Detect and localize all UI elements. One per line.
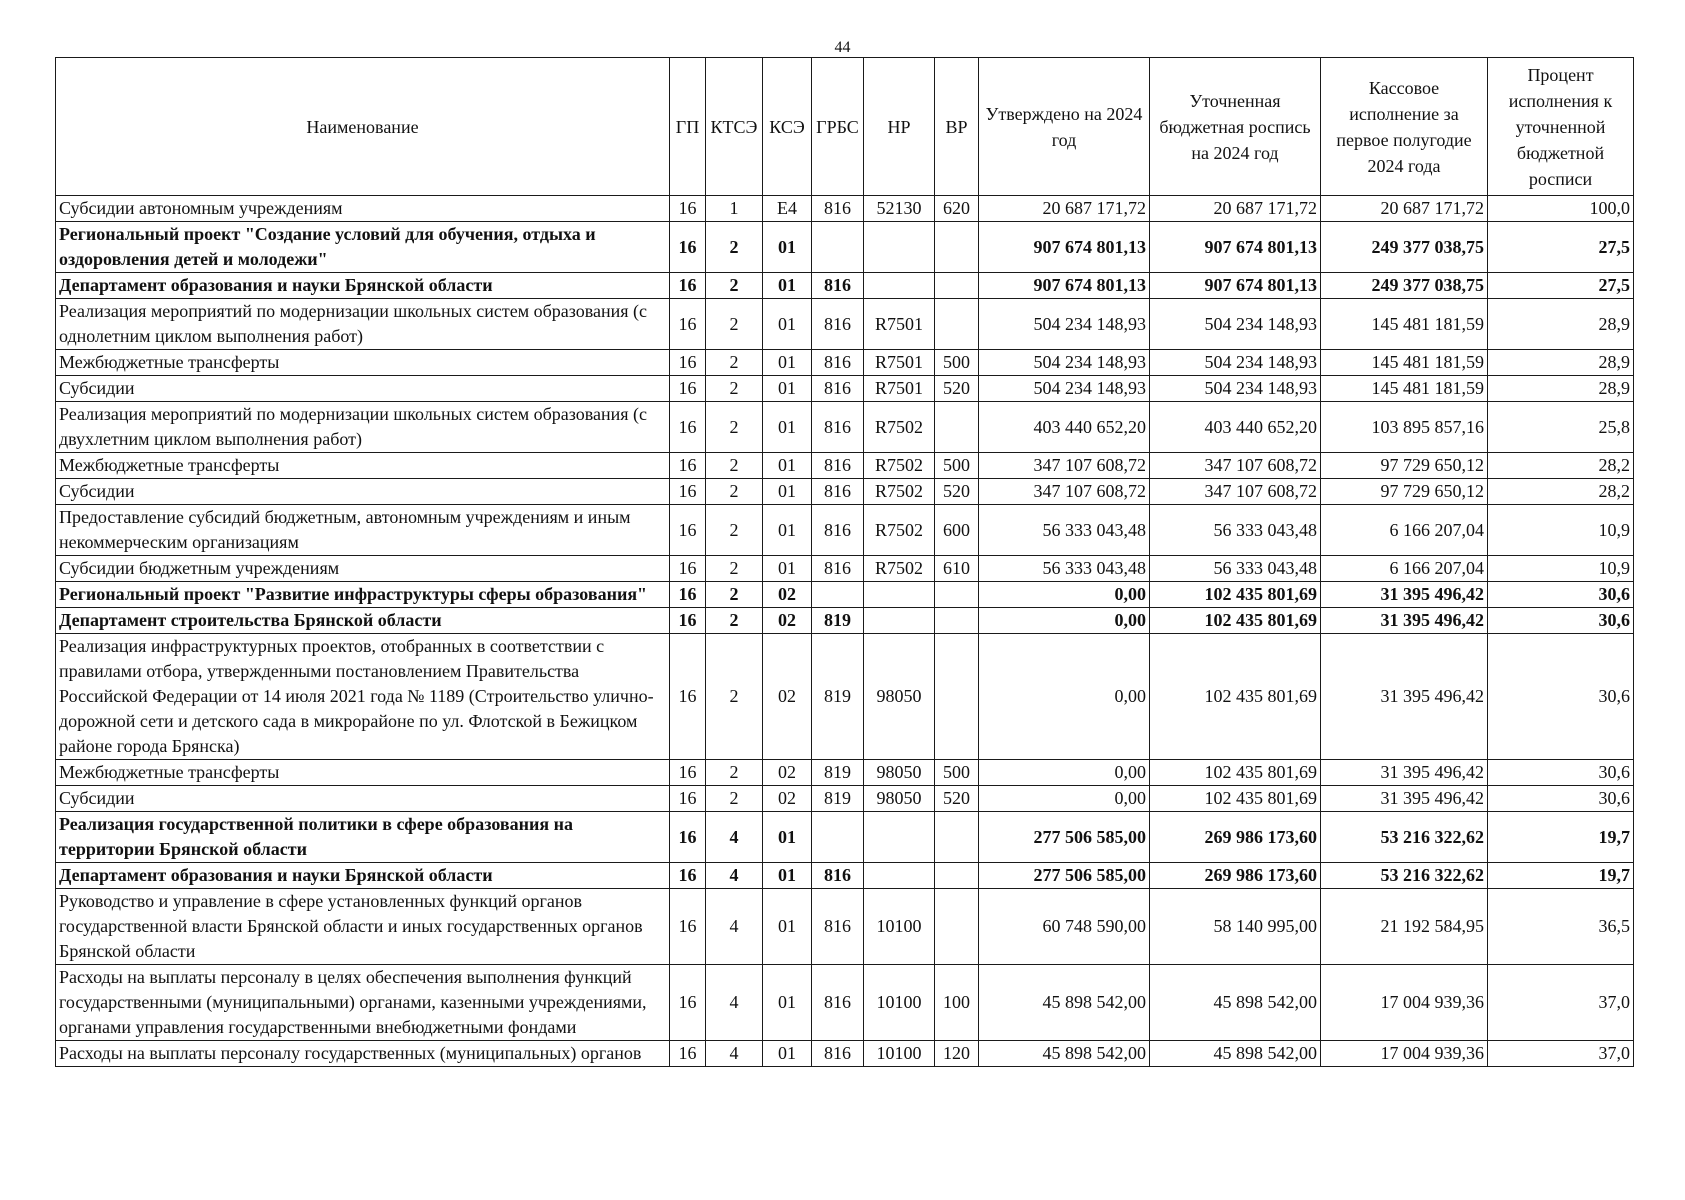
- cell-vr: 520: [935, 786, 979, 812]
- cell-np: [864, 608, 935, 634]
- header-ktse: КТСЭ: [706, 58, 763, 196]
- cell-refined: 58 140 995,00: [1150, 889, 1321, 965]
- cell-np: 98050: [864, 786, 935, 812]
- cell-kse: 01: [763, 965, 812, 1041]
- cell-percent: 30,6: [1488, 760, 1634, 786]
- cell-approved: 45 898 542,00: [979, 965, 1150, 1041]
- header-gp: ГП: [670, 58, 706, 196]
- cell-gp: 16: [670, 505, 706, 556]
- cell-name: Реализация государственной политики в сфере образования на территории Брянской области: [56, 812, 670, 863]
- cell-vr: 500: [935, 350, 979, 376]
- header-percent: Процент исполнения к уточненной бюджетной росписи: [1488, 58, 1634, 196]
- cell-refined: 45 898 542,00: [1150, 1041, 1321, 1067]
- cell-vr: [935, 222, 979, 273]
- cell-np: 98050: [864, 760, 935, 786]
- header-name: Наименование: [56, 58, 670, 196]
- cell-name: Региональный проект "Создание условий для обучения, отдыха и оздоровления детей и молодежи": [56, 222, 670, 273]
- cell-np: 10100: [864, 889, 935, 965]
- cell-cash: 53 216 322,62: [1321, 812, 1488, 863]
- table-row: [56, 634, 1634, 760]
- cell-ktse: 1: [706, 196, 763, 222]
- cell-gp: 16: [670, 1041, 706, 1067]
- cell-percent: 28,9: [1488, 376, 1634, 402]
- cell-gp: 16: [670, 863, 706, 889]
- cell-name: Межбюджетные трансферты: [56, 760, 670, 786]
- cell-vr: 610: [935, 556, 979, 582]
- cell-kse: 01: [763, 479, 812, 505]
- cell-cash: 31 395 496,42: [1321, 582, 1488, 608]
- cell-approved: 347 107 608,72: [979, 453, 1150, 479]
- cell-np: R7501: [864, 376, 935, 402]
- cell-kse: Е4: [763, 196, 812, 222]
- cell-percent: 19,7: [1488, 863, 1634, 889]
- cell-name: Реализация мероприятий по модернизации школьных систем образования (с однолетним циклом выполнения работ): [56, 299, 670, 350]
- cell-grbs: 816: [812, 505, 864, 556]
- cell-gp: 16: [670, 453, 706, 479]
- cell-refined: 56 333 043,48: [1150, 505, 1321, 556]
- cell-vr: [935, 273, 979, 299]
- cell-vr: [935, 889, 979, 965]
- cell-grbs: 819: [812, 634, 864, 760]
- header-np: НР: [864, 58, 935, 196]
- cell-vr: [935, 812, 979, 863]
- cell-percent: 25,8: [1488, 402, 1634, 453]
- cell-grbs: [812, 582, 864, 608]
- table-row: [56, 299, 1634, 350]
- cell-refined: 269 986 173,60: [1150, 812, 1321, 863]
- cell-gp: 16: [670, 196, 706, 222]
- cell-grbs: 816: [812, 350, 864, 376]
- cell-approved: 504 234 148,93: [979, 376, 1150, 402]
- cell-approved: 504 234 148,93: [979, 350, 1150, 376]
- cell-approved: 277 506 585,00: [979, 863, 1150, 889]
- cell-kse: 01: [763, 402, 812, 453]
- cell-percent: 28,2: [1488, 453, 1634, 479]
- cell-approved: 45 898 542,00: [979, 1041, 1150, 1067]
- cell-gp: 16: [670, 965, 706, 1041]
- cell-refined: 56 333 043,48: [1150, 556, 1321, 582]
- cell-np: R7502: [864, 479, 935, 505]
- cell-np: [864, 273, 935, 299]
- cell-percent: 10,9: [1488, 556, 1634, 582]
- cell-gp: 16: [670, 608, 706, 634]
- cell-ktse: 2: [706, 634, 763, 760]
- cell-ktse: 2: [706, 760, 763, 786]
- cell-refined: 347 107 608,72: [1150, 453, 1321, 479]
- table-row: [56, 505, 1634, 556]
- cell-cash: 103 895 857,16: [1321, 402, 1488, 453]
- cell-grbs: 816: [812, 376, 864, 402]
- cell-percent: 28,9: [1488, 350, 1634, 376]
- cell-ktse: 4: [706, 965, 763, 1041]
- cell-grbs: 819: [812, 760, 864, 786]
- table-row: [56, 376, 1634, 402]
- cell-refined: 102 435 801,69: [1150, 608, 1321, 634]
- header-kse: КСЭ: [763, 58, 812, 196]
- cell-np: 10100: [864, 965, 935, 1041]
- table-row: [56, 196, 1634, 222]
- cell-ktse: 2: [706, 453, 763, 479]
- cell-approved: 277 506 585,00: [979, 812, 1150, 863]
- table-row: [56, 889, 1634, 965]
- cell-ktse: 2: [706, 479, 763, 505]
- cell-vr: [935, 608, 979, 634]
- cell-kse: 01: [763, 299, 812, 350]
- table-row: [56, 350, 1634, 376]
- cell-name: Департамент образования и науки Брянской области: [56, 863, 670, 889]
- cell-grbs: [812, 222, 864, 273]
- cell-gp: 16: [670, 556, 706, 582]
- cell-approved: 907 674 801,13: [979, 273, 1150, 299]
- cell-cash: 31 395 496,42: [1321, 634, 1488, 760]
- cell-cash: 97 729 650,12: [1321, 479, 1488, 505]
- cell-grbs: 816: [812, 1041, 864, 1067]
- cell-vr: 500: [935, 453, 979, 479]
- cell-np: [864, 582, 935, 608]
- cell-ktse: 2: [706, 222, 763, 273]
- cell-np: [864, 863, 935, 889]
- cell-np: R7501: [864, 350, 935, 376]
- cell-percent: 28,2: [1488, 479, 1634, 505]
- table-row: [56, 453, 1634, 479]
- cell-kse: 02: [763, 608, 812, 634]
- cell-np: 98050: [864, 634, 935, 760]
- cell-approved: 907 674 801,13: [979, 222, 1150, 273]
- cell-cash: 31 395 496,42: [1321, 760, 1488, 786]
- cell-percent: 37,0: [1488, 1041, 1634, 1067]
- cell-vr: [935, 634, 979, 760]
- cell-gp: 16: [670, 402, 706, 453]
- cell-refined: 102 435 801,69: [1150, 786, 1321, 812]
- cell-kse: 01: [763, 812, 812, 863]
- header-approved: Утверждено на 2024 год: [979, 58, 1150, 196]
- cell-name: Региональный проект "Развитие инфраструктуры сферы образования": [56, 582, 670, 608]
- table-row: [56, 556, 1634, 582]
- cell-cash: 53 216 322,62: [1321, 863, 1488, 889]
- cell-refined: 20 687 171,72: [1150, 196, 1321, 222]
- cell-vr: 620: [935, 196, 979, 222]
- cell-vr: 500: [935, 760, 979, 786]
- cell-name: Департамент строительства Брянской области: [56, 608, 670, 634]
- cell-gp: 16: [670, 760, 706, 786]
- cell-name: Межбюджетные трансферты: [56, 453, 670, 479]
- cell-kse: 01: [763, 889, 812, 965]
- table-row: [56, 965, 1634, 1041]
- cell-percent: 100,0: [1488, 196, 1634, 222]
- cell-name: Предоставление субсидий бюджетным, автономным учреждениям и иным некоммерческим организациям: [56, 505, 670, 556]
- cell-cash: 31 395 496,42: [1321, 608, 1488, 634]
- cell-percent: 19,7: [1488, 812, 1634, 863]
- table-row: [56, 1041, 1634, 1067]
- cell-kse: 02: [763, 634, 812, 760]
- cell-grbs: 816: [812, 273, 864, 299]
- cell-kse: 01: [763, 1041, 812, 1067]
- cell-refined: 45 898 542,00: [1150, 965, 1321, 1041]
- cell-grbs: 816: [812, 556, 864, 582]
- cell-name: Реализация мероприятий по модернизации школьных систем образования (с двухлетним циклом выполнения работ): [56, 402, 670, 453]
- cell-vr: [935, 299, 979, 350]
- cell-refined: 102 435 801,69: [1150, 582, 1321, 608]
- cell-kse: 02: [763, 786, 812, 812]
- cell-kse: 01: [763, 863, 812, 889]
- cell-refined: 504 234 148,93: [1150, 299, 1321, 350]
- cell-kse: 01: [763, 222, 812, 273]
- cell-approved: 0,00: [979, 608, 1150, 634]
- cell-gp: 16: [670, 350, 706, 376]
- header-cash: Кассовое исполнение за первое полугодие 2024 года: [1321, 58, 1488, 196]
- cell-percent: 30,6: [1488, 786, 1634, 812]
- cell-np: R7502: [864, 453, 935, 479]
- cell-gp: 16: [670, 273, 706, 299]
- cell-kse: 01: [763, 453, 812, 479]
- cell-np: R7501: [864, 299, 935, 350]
- cell-percent: 28,9: [1488, 299, 1634, 350]
- cell-grbs: 816: [812, 453, 864, 479]
- cell-name: Департамент образования и науки Брянской области: [56, 273, 670, 299]
- cell-gp: 16: [670, 582, 706, 608]
- header-refined: Уточненная бюджетная роспись на 2024 год: [1150, 58, 1321, 196]
- cell-gp: 16: [670, 479, 706, 505]
- cell-approved: 0,00: [979, 760, 1150, 786]
- cell-approved: 347 107 608,72: [979, 479, 1150, 505]
- cell-gp: 16: [670, 222, 706, 273]
- cell-gp: 16: [670, 786, 706, 812]
- cell-ktse: 2: [706, 556, 763, 582]
- cell-approved: 504 234 148,93: [979, 299, 1150, 350]
- header-grbs: ГРБС: [812, 58, 864, 196]
- cell-ktse: 4: [706, 863, 763, 889]
- cell-ktse: 4: [706, 1041, 763, 1067]
- cell-vr: [935, 863, 979, 889]
- cell-name: Субсидии: [56, 786, 670, 812]
- cell-refined: 504 234 148,93: [1150, 350, 1321, 376]
- cell-ktse: 2: [706, 402, 763, 453]
- cell-approved: 56 333 043,48: [979, 556, 1150, 582]
- cell-refined: 504 234 148,93: [1150, 376, 1321, 402]
- cell-ktse: 2: [706, 505, 763, 556]
- table-header-row: [56, 58, 1634, 196]
- cell-gp: 16: [670, 634, 706, 760]
- cell-percent: 30,6: [1488, 582, 1634, 608]
- cell-cash: 145 481 181,59: [1321, 299, 1488, 350]
- cell-percent: 37,0: [1488, 965, 1634, 1041]
- cell-grbs: 816: [812, 889, 864, 965]
- cell-cash: 97 729 650,12: [1321, 453, 1488, 479]
- cell-refined: 907 674 801,13: [1150, 222, 1321, 273]
- cell-vr: [935, 582, 979, 608]
- cell-cash: 6 166 207,04: [1321, 505, 1488, 556]
- table-row: [56, 863, 1634, 889]
- cell-percent: 27,5: [1488, 273, 1634, 299]
- cell-np: 10100: [864, 1041, 935, 1067]
- cell-ktse: 4: [706, 889, 763, 965]
- cell-approved: 20 687 171,72: [979, 196, 1150, 222]
- table-body: [56, 196, 1634, 1067]
- header-vr: ВР: [935, 58, 979, 196]
- cell-ktse: 2: [706, 299, 763, 350]
- table-row: [56, 760, 1634, 786]
- cell-name: Субсидии: [56, 376, 670, 402]
- cell-vr: 520: [935, 479, 979, 505]
- cell-grbs: 816: [812, 863, 864, 889]
- cell-approved: 0,00: [979, 582, 1150, 608]
- cell-name: Расходы на выплаты персоналу в целях обеспечения выполнения функций государственными (муниципальными) органами, казенными учреждениями, органами управления государственными внебюджетными фондами: [56, 965, 670, 1041]
- cell-refined: 403 440 652,20: [1150, 402, 1321, 453]
- cell-grbs: 816: [812, 479, 864, 505]
- cell-gp: 16: [670, 889, 706, 965]
- cell-name: Субсидии автономным учреждениям: [56, 196, 670, 222]
- cell-name: Межбюджетные трансферты: [56, 350, 670, 376]
- table-row: [56, 608, 1634, 634]
- cell-ktse: 2: [706, 350, 763, 376]
- cell-name: Руководство и управление в сфере установленных функций органов государственной власти Брянской области и иных государственных органов Брянской области: [56, 889, 670, 965]
- cell-grbs: 819: [812, 608, 864, 634]
- cell-cash: 249 377 038,75: [1321, 273, 1488, 299]
- cell-np: R7502: [864, 505, 935, 556]
- cell-cash: 20 687 171,72: [1321, 196, 1488, 222]
- cell-grbs: 816: [812, 402, 864, 453]
- cell-np: R7502: [864, 402, 935, 453]
- cell-ktse: 2: [706, 273, 763, 299]
- cell-gp: 16: [670, 376, 706, 402]
- table-row: [56, 812, 1634, 863]
- cell-refined: 102 435 801,69: [1150, 760, 1321, 786]
- cell-cash: 21 192 584,95: [1321, 889, 1488, 965]
- cell-cash: 145 481 181,59: [1321, 350, 1488, 376]
- cell-grbs: 819: [812, 786, 864, 812]
- cell-cash: 17 004 939,36: [1321, 965, 1488, 1041]
- cell-refined: 907 674 801,13: [1150, 273, 1321, 299]
- cell-gp: 16: [670, 812, 706, 863]
- table-row: [56, 479, 1634, 505]
- cell-ktse: 2: [706, 608, 763, 634]
- cell-vr: [935, 402, 979, 453]
- cell-cash: 17 004 939,36: [1321, 1041, 1488, 1067]
- cell-refined: 269 986 173,60: [1150, 863, 1321, 889]
- cell-percent: 36,5: [1488, 889, 1634, 965]
- cell-np: [864, 812, 935, 863]
- cell-approved: 0,00: [979, 786, 1150, 812]
- cell-cash: 145 481 181,59: [1321, 376, 1488, 402]
- cell-np: 52130: [864, 196, 935, 222]
- cell-kse: 02: [763, 760, 812, 786]
- cell-cash: 249 377 038,75: [1321, 222, 1488, 273]
- cell-np: R7502: [864, 556, 935, 582]
- table-row: [56, 786, 1634, 812]
- cell-vr: 100: [935, 965, 979, 1041]
- cell-name: Реализация инфраструктурных проектов, отобранных в соответствии с правилами отбора, утвержденными постановлением Правительства Российской Федерации от 14 июля 2021 года № 1189 (Строительство улично-дорожной сети и детского сада в микрорайоне по ул. Флотской в Бежицком районе города Брянска): [56, 634, 670, 760]
- cell-refined: 102 435 801,69: [1150, 634, 1321, 760]
- budget-execution-table: [55, 57, 1634, 1067]
- cell-kse: 01: [763, 556, 812, 582]
- cell-vr: 600: [935, 505, 979, 556]
- cell-approved: 60 748 590,00: [979, 889, 1150, 965]
- cell-ktse: 4: [706, 812, 763, 863]
- cell-kse: 01: [763, 505, 812, 556]
- cell-approved: 403 440 652,20: [979, 402, 1150, 453]
- cell-refined: 347 107 608,72: [1150, 479, 1321, 505]
- table-row: [56, 582, 1634, 608]
- cell-vr: 520: [935, 376, 979, 402]
- page-number: 44: [834, 39, 851, 56]
- cell-percent: 27,5: [1488, 222, 1634, 273]
- table-row: [56, 222, 1634, 273]
- cell-gp: 16: [670, 299, 706, 350]
- cell-vr: 120: [935, 1041, 979, 1067]
- cell-grbs: 816: [812, 299, 864, 350]
- cell-kse: 01: [763, 376, 812, 402]
- cell-percent: 10,9: [1488, 505, 1634, 556]
- cell-cash: 31 395 496,42: [1321, 786, 1488, 812]
- cell-percent: 30,6: [1488, 608, 1634, 634]
- cell-kse: 02: [763, 582, 812, 608]
- cell-approved: 0,00: [979, 634, 1150, 760]
- table-row: [56, 273, 1634, 299]
- cell-approved: 56 333 043,48: [979, 505, 1150, 556]
- cell-percent: 30,6: [1488, 634, 1634, 760]
- cell-grbs: [812, 812, 864, 863]
- cell-np: [864, 222, 935, 273]
- cell-grbs: 816: [812, 965, 864, 1041]
- cell-kse: 01: [763, 273, 812, 299]
- cell-cash: 6 166 207,04: [1321, 556, 1488, 582]
- table-row: [56, 402, 1634, 453]
- cell-ktse: 2: [706, 582, 763, 608]
- cell-ktse: 2: [706, 376, 763, 402]
- cell-kse: 01: [763, 350, 812, 376]
- cell-ktse: 2: [706, 786, 763, 812]
- cell-name: Субсидии бюджетным учреждениям: [56, 556, 670, 582]
- cell-name: Расходы на выплаты персоналу государственных (муниципальных) органов: [56, 1041, 670, 1067]
- cell-grbs: 816: [812, 196, 864, 222]
- cell-name: Субсидии: [56, 479, 670, 505]
